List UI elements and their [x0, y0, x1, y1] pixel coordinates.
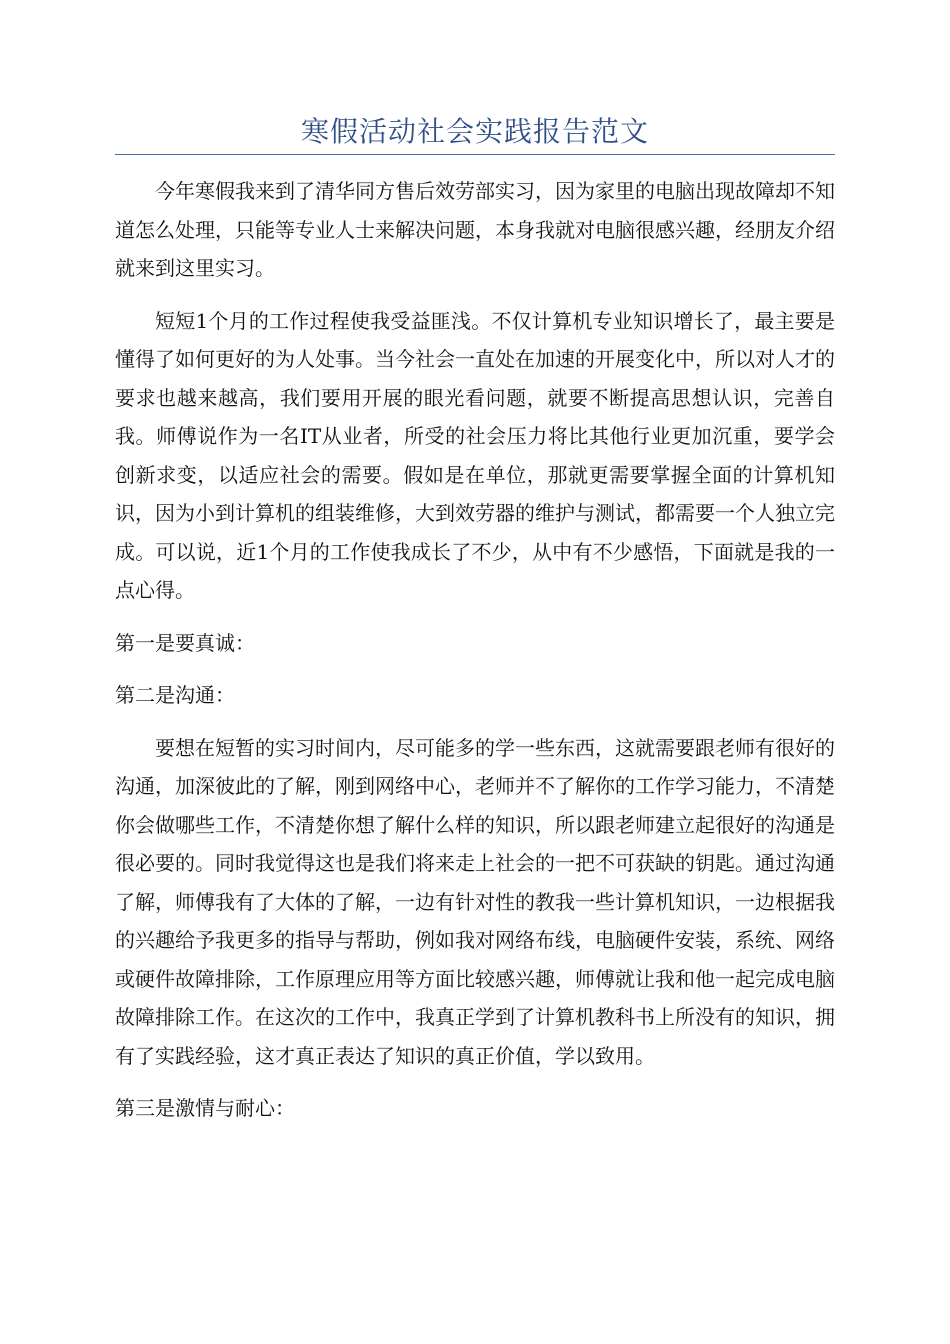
- document-title: 寒假活动社会实践报告范文: [300, 115, 649, 148]
- paragraph-communication: 要想在短暂的实习时间内，尽可能多的学一些东西，这就需要跟老师有很好的沟通，加深彼此的了解，刚到网络中心，老师并不了解你的工作学习能力，不清楚你会做哪些工作，不清楚你想了解什么样的知识，所以跟老师建立起很好的沟通是很必要的。同时我觉得这也是我们将来走上社会的一把不可获缺的钥匙。通过沟通了解，师傅我有了大体的了解，一边有针对性的教我一些计算机知识，一边根据我的兴趣给予我更多的指导与帮助，例如我对网络布线，电脑硬件安装，系统、网络或硬件故障排除，工作原理应用等方面比较感兴趣，师傅就让我和他一起完成电脑故障排除工作。在这次的工作中，我真正学到了计算机教科书上所没有的知识，拥有了实践经验，这才真正表达了知识的真正价值，学以致用。: [115, 735, 835, 1068]
- section-heading-passion-patience: 第三是激情与耐心：: [115, 1096, 295, 1120]
- section-heading-communication: 第二是沟通：: [115, 683, 235, 707]
- paragraph-intro: 今年寒假我来到了清华同方售后效劳部实习，因为家里的电脑出现故障却不知道怎么处理，只能等专业人士来解决问题，本身我就对电脑很感兴趣，经朋友介绍就来到这里实习。: [115, 179, 835, 280]
- paragraph-experience: 短短1个月的工作过程使我受益匪浅。不仅计算机专业知识增长了，最主要是懂得了如何更好的为人处事。当今社会一直处在加速的开展变化中，所以对人才的要求也越来越高，我们要用开展的眼光看问题，就要不断提高思想认识，完善自我。师傅说作为一名IT从业者，所受的社会压力将比其他行业更加沉重，要学会创新求变，以适应社会的需要。假如是在单位，那就更需要掌握全面的计算机知识，因为小到计算机的组装维修，大到效劳器的维护与测试，都需要一个人独立完成。可以说，近1个月的工作使我成长了不少，从中有不少感悟，下面就是我的一点心得。: [115, 308, 835, 602]
- title-underline: [115, 154, 835, 155]
- document-body: [115, 172, 835, 1142]
- section-heading-sincerity: 第一是要真诚：: [115, 630, 255, 655]
